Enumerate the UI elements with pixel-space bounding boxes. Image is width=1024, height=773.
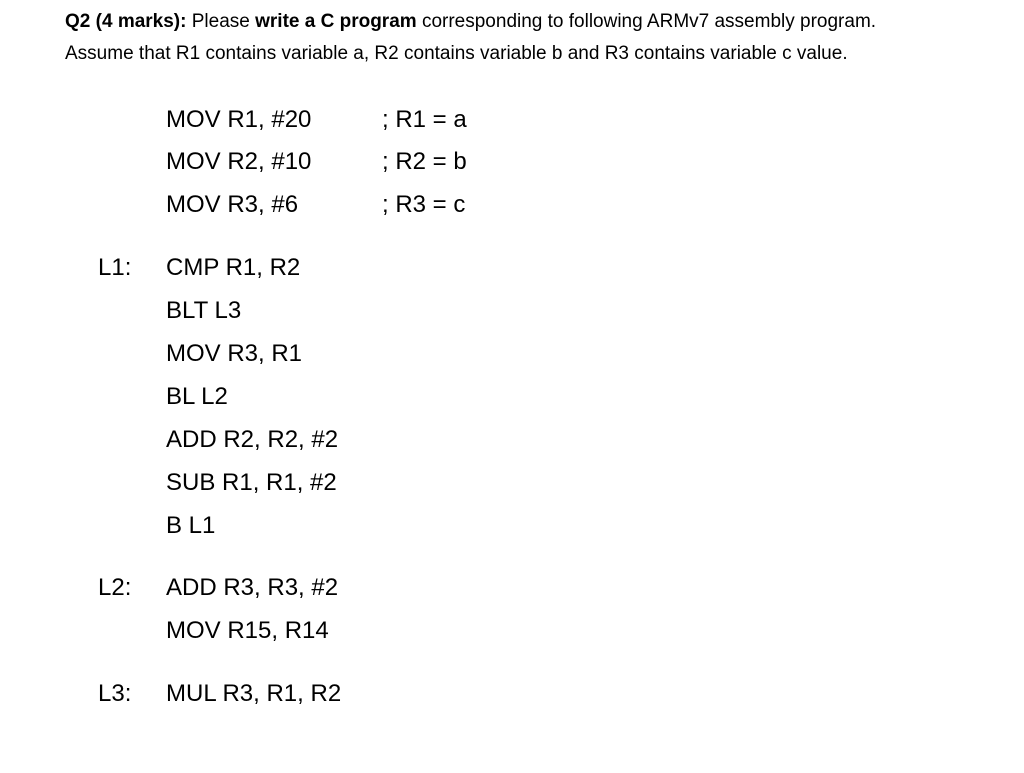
question-task: write a C program bbox=[255, 11, 417, 32]
code-line: SUB R1, R1, #2 bbox=[166, 469, 337, 496]
code-line: MOV R3, R1 bbox=[166, 340, 303, 367]
code-line: MOV R3, #6 bbox=[166, 191, 299, 218]
question-id: Q2 bbox=[65, 11, 91, 32]
code-comment: ; R1 = a bbox=[382, 106, 467, 133]
code-line: MOV R1, #20 bbox=[166, 106, 312, 133]
code-comment: ; R3 = c bbox=[382, 191, 466, 218]
question-line-2: Assume that R1 contains variable a, R2 contains variable b and R3 contains variable c value. bbox=[65, 43, 848, 64]
code-line: ADD R3, R3, #2 bbox=[166, 574, 339, 601]
code-line: ADD R2, R2, #2 bbox=[166, 426, 339, 453]
code-label: L1: bbox=[98, 254, 132, 281]
code-line: B L1 bbox=[166, 512, 216, 539]
code-label: L2: bbox=[98, 574, 132, 601]
code-label: L3: bbox=[98, 680, 132, 707]
code-comment: ; R2 = b bbox=[382, 148, 467, 175]
code-line: MUL R3, R1, R2 bbox=[166, 680, 342, 707]
question-marks: (4 marks): bbox=[95, 11, 187, 32]
question-intro: Please bbox=[186, 11, 256, 32]
code-line: MOV R15, R14 bbox=[166, 617, 329, 644]
code-line: MOV R2, #10 bbox=[166, 148, 312, 175]
question-rest: corresponding to following ARMv7 assembly program. bbox=[416, 11, 877, 32]
code-line: CMP R1, R2 bbox=[166, 254, 301, 281]
code-line: BL L2 bbox=[166, 383, 228, 410]
code-line: BLT L3 bbox=[166, 297, 242, 324]
